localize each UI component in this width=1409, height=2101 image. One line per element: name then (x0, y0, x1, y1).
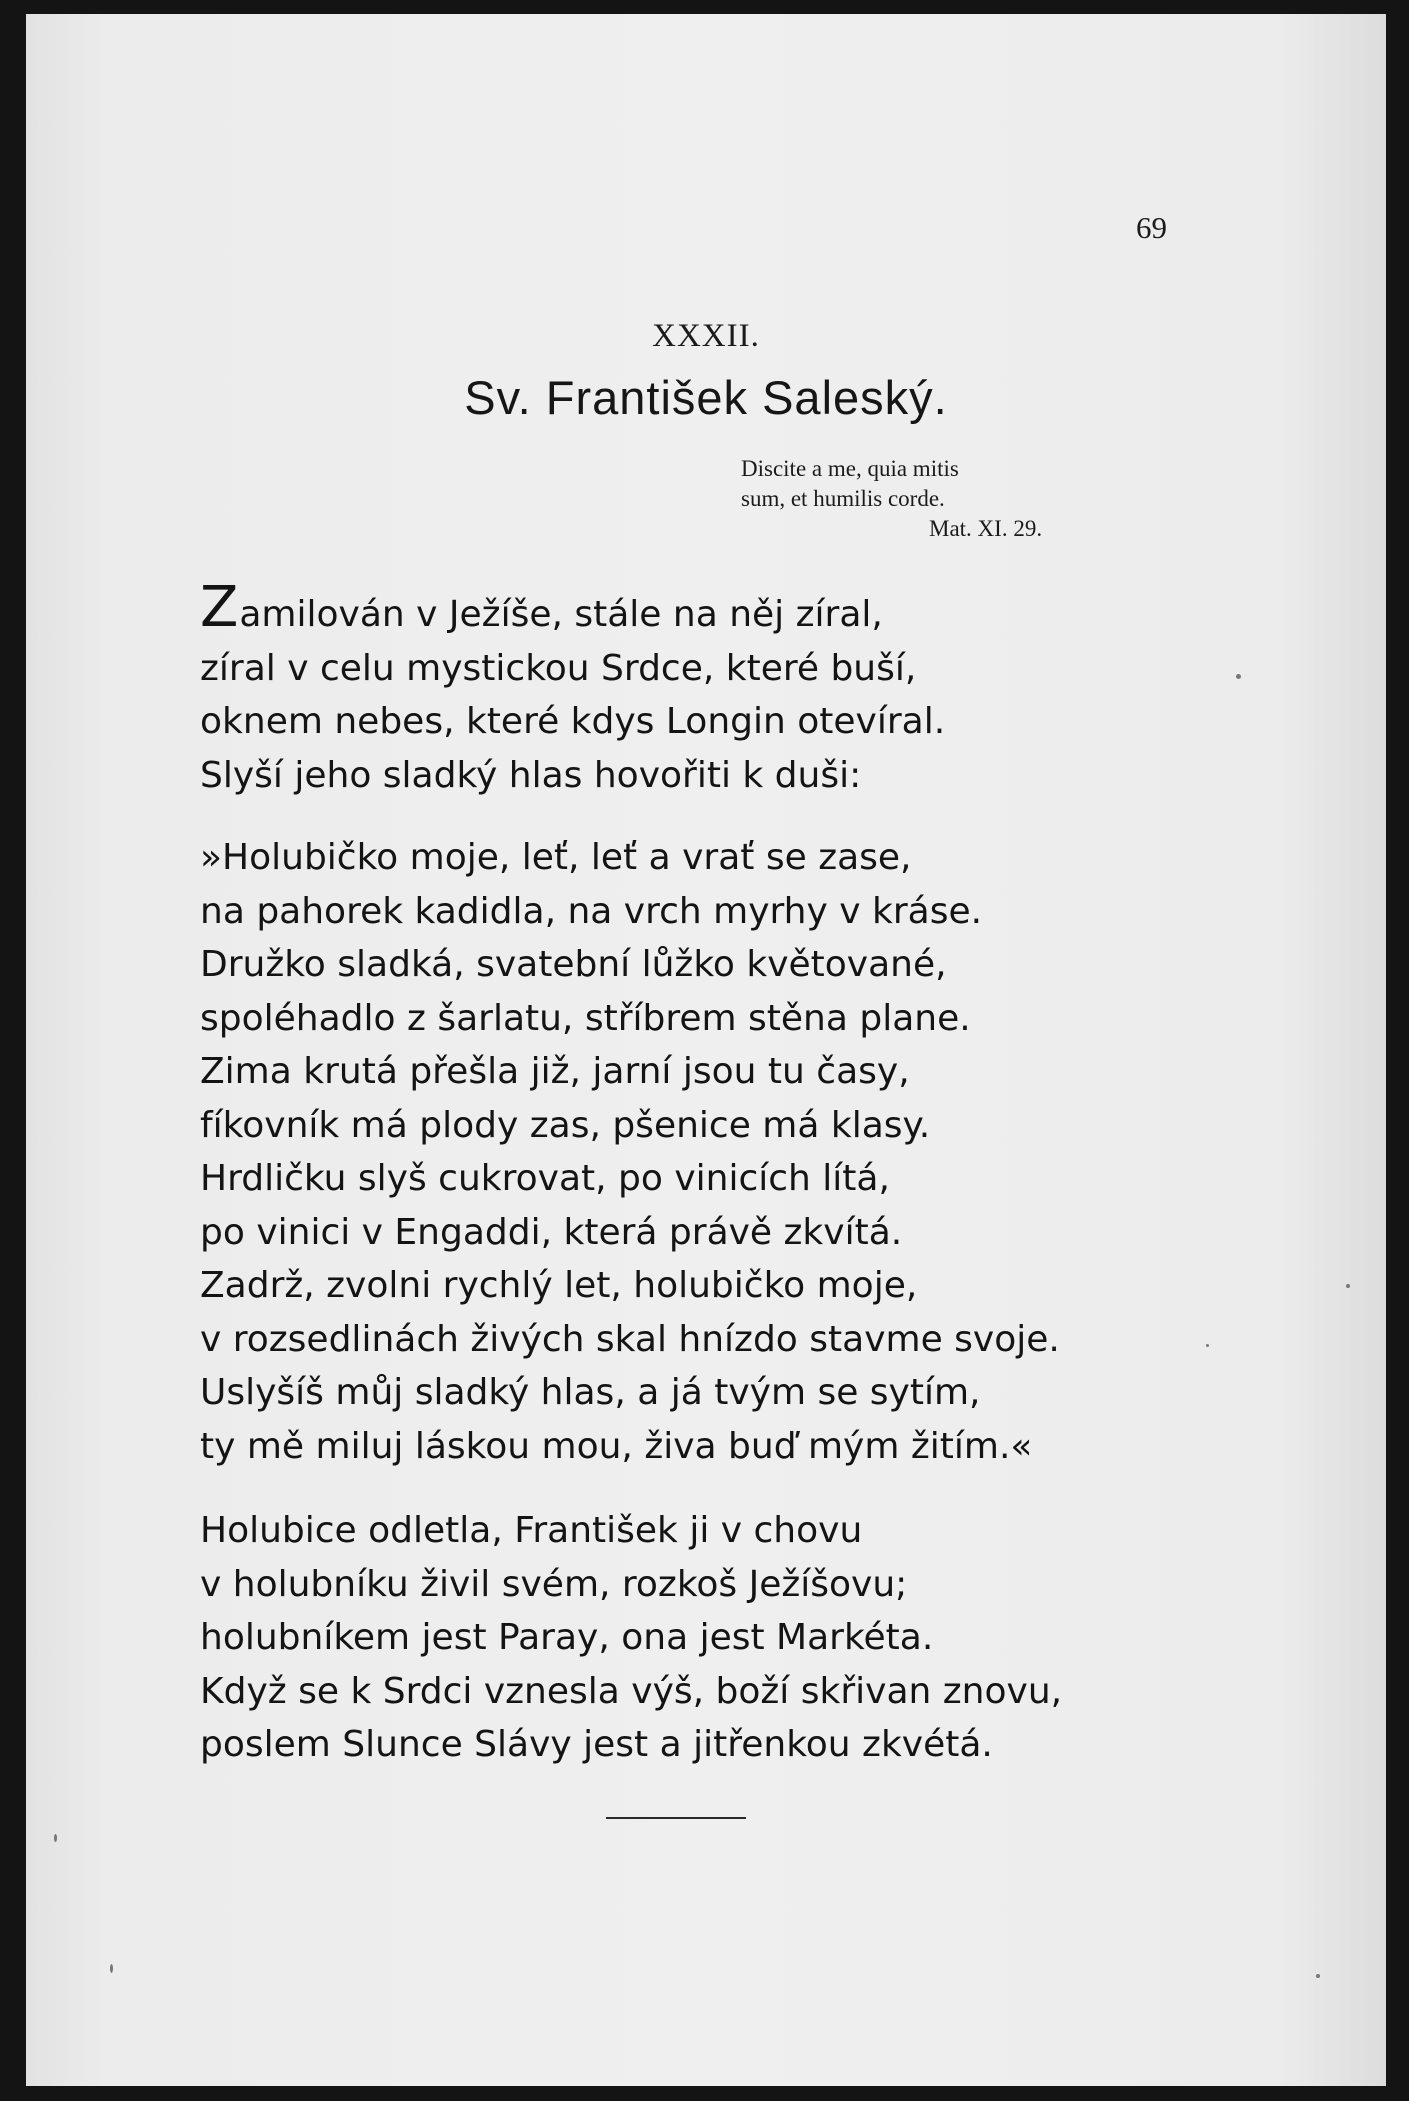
verse-line: Hrdličku slyš cukrovat, po vinicích lítá, (200, 1158, 890, 1199)
verse-line: v rozsedlinách živých skal hnízdo stavme svoje. (200, 1318, 1060, 1360)
epigraph-reference: Mat. XI. 29. (929, 516, 1043, 541)
verse-line: Holubice odletla, František ji v chovu (200, 1510, 863, 1551)
verse-line: ty mě miluj láskou mou, živa buď mým žitím.« (200, 1425, 1033, 1467)
verse-line: fíkovník má plody zas, pšenice má klasy. (200, 1104, 931, 1146)
drop-cap: Z (200, 575, 239, 640)
verse-line-text: amilován v Ježíše, stále na něj zíral, (239, 594, 883, 635)
epigraph-line: Discite a me, quia mitis (741, 456, 959, 481)
page-number: 69 (1136, 210, 1167, 245)
epigraph-line: sum, et humilis corde. (741, 486, 945, 511)
verse-line (200, 575, 1260, 642)
stanza-3 (200, 1504, 1260, 1772)
end-rule (606, 1817, 746, 1819)
poem-title: Sv. František Saleský. (464, 371, 948, 424)
verse-line: v holubníku živil svém, rozkoš Ježíšovu; (200, 1563, 908, 1605)
verse-line: po vinici v Engaddi, která právě zkvítá. (200, 1211, 903, 1253)
stanza-2 (200, 831, 1260, 1473)
verse-line: Když se k Srdci vznesla výš, boží skřivan znovu, (200, 1670, 1063, 1712)
verse-line: oknem nebes, které kdys Longin otevíral. (200, 701, 946, 742)
chapter-number: XXXII. (652, 318, 760, 354)
verse-line: Zadrž, zvolni rychlý let, holubičko moje, (200, 1265, 918, 1306)
verse-line: Zima krutá přešla již, jarní jsou tu časy, (200, 1051, 910, 1092)
verse-line: poslem Slunce Slávy jest a jitřenkou zkvétá. (200, 1724, 993, 1765)
verse-line: Uslyšíš můj sladký hlas, a já tvým se sytím, (200, 1372, 981, 1413)
paper-speck (110, 1964, 113, 1973)
verse-line: spoléhadlo z šarlatu, stříbrem stěna plane. (200, 997, 971, 1039)
verse-line: Slyší jeho sladký hlas hovořiti k duši: (200, 754, 862, 796)
stanza-1 (200, 575, 1260, 802)
paper-speck (1206, 1344, 1209, 1347)
paper-speck (1316, 1974, 1320, 1978)
paper-speck (54, 1834, 57, 1842)
paper-speck (1236, 674, 1241, 679)
verse-line: Družko sladká, svatební lůžko květované, (200, 944, 947, 985)
paper-speck (1346, 1284, 1350, 1288)
verse-line: holubníkem jest Paray, ona jest Markéta. (200, 1617, 934, 1658)
verse-line: zíral v celu mystickou Srdce, které buší, (200, 647, 917, 689)
verse-line: na pahorek kadidla, na vrch myrhy v kráse. (200, 890, 983, 932)
verse-line: »Holubičko moje, leť, leť a vrať se zase, (200, 837, 912, 878)
epigraph (741, 454, 1101, 544)
book-page (26, 14, 1386, 2086)
